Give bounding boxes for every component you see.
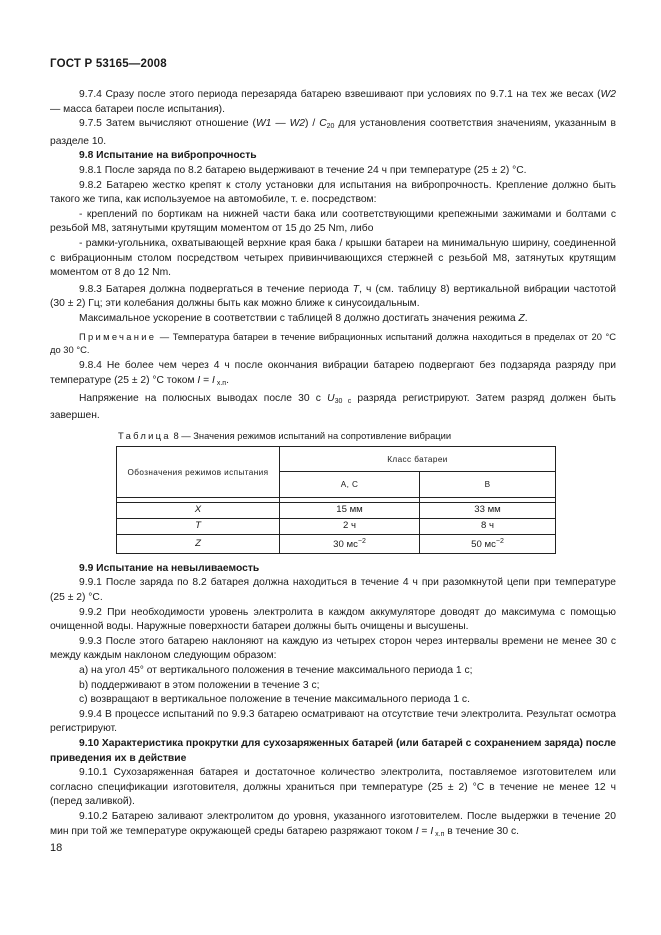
paragraph-9-10-1: 9.10.1 Сухозаряженная батарея и достаточное количество электролита, поставляемое изготовителем или согласно спецификации изготовителя, должны храниться при температуре (25 ± 2) °С в течение не менее 12 ч (перед заливкой).	[50, 767, 616, 808]
paragraph-9-10-2: 9.10.2 Батарею заливают электролитом до уровня, указанного изготовителем. После выдержки в течение 20 мин при той же температуре окружающей среды батарею разряжают током I = I $_{x.п}$ в течение 30 с.	[50, 810, 616, 838]
paragraph-9-9-2: 9.9.2 При необходимости уровень электролита в каждом аккумуляторе доводят до максимума с помощью очищенной воды. Наружные поверхности батареи должны быть очищены и высушены.	[50, 606, 616, 633]
paragraph-9-9-4: 9.9.4 В процессе испытаний по 9.9.3 батарею осматривают на отсутствие течи электролита. Результат осмотра регистрируют.	[50, 708, 616, 735]
list-item: b) поддерживают в этом положении в течение 3 с;	[79, 679, 320, 691]
paragraph-9-8-3: 9.8.3 Батарея должна подвергаться в течение периода Т, ч (см. таблицу 8) вертикальной вибрации частотой (30 ± 2) Гц; эти колебания должны быть как можно ближе к синусоидальным.	[50, 283, 616, 310]
paragraph-9-9-1: 9.9.1 После заряда по 8.2 батарея должна находиться в течение 4 ч при разомкнутой цепи при температуре (25 ± 2) °С.	[50, 577, 616, 604]
paragraph-9-7-5: 9.7.5 Затем вычисляют отношение (W1 — $W2) / C_{20}$ для установления соответствия значениям, указанным в разделе 10.	[50, 118, 616, 147]
table-caption: Таблица 8 — Значения режимов испытаний на сопротивление вибрации	[118, 429, 452, 441]
table-header-mode: Обозначения режимов испытания	[117, 447, 280, 498]
table-row: X 15 мм 33 мм	[117, 503, 556, 519]
list-item: - креплений по бортикам на нижней части бака или соответствующими крепежными зажимами и болтами с резьбой М8, затянутыми крутящим моментом от 15 до 25 Nm, либо	[50, 208, 616, 235]
vibration-table	[116, 446, 556, 554]
section-heading-9-10: 9.10 Характеристика прокрутки для сухозаряженных батарей (или батарей с сохранением заряда) после приведения их в действие	[50, 738, 616, 764]
paragraph-9-8-2: 9.8.2 Батарею жестко крепят к столу установки для испытания на вибропрочность. Крепление должно быть такого же типа, как используемое на автомобиле, т. е. посредством:	[50, 179, 616, 206]
section-heading-9-8: 9.8 Испытание на вибропрочность	[79, 150, 257, 162]
table-header-b: В	[420, 472, 556, 498]
paragraph-9-8-1: 9.8.1 После заряда по 8.2 батарею выдерживают в течение 24 ч при температуре (25 ± 2) °С.	[79, 164, 527, 176]
page-number: 18	[50, 842, 63, 854]
table-row: Z 30 $мс^{-2}$ 50 $мс^{-2}$	[117, 535, 556, 554]
document-body	[50, 88, 616, 842]
table-row: T 2 ч 8 ч	[117, 519, 556, 535]
document-header: ГОСТ Р 53165—2008	[50, 58, 167, 70]
note: Примечание — Температура батареи в течение вибрационных испытаний должна находиться в пределах от 20 °С до 30 °С.	[50, 330, 616, 355]
list-item: а) на угол 45° от вертикального положения в течение максимального периода 1 с;	[79, 665, 473, 677]
list-item: с) возвращают в вертикальное положение в течение максимального периода 1 с.	[79, 694, 470, 706]
table-header-class: Класс батареи	[280, 447, 556, 472]
table-header-ac: А, С	[280, 472, 420, 498]
paragraph-9-7-4: 9.7.4 Сразу после этого периода перезаряда батарею взвешивают при условиях по 9.7.1 на тех же весах (W2 — масса батареи после испытания).	[50, 89, 616, 115]
paragraph-9-8-4: 9.8.4 Не более чем через 4 ч после окончания вибрации батарею подвергают без подзаряда разряду при температуре (25 ± 2) °С током I = I $_{x.п}$.	[50, 360, 616, 387]
list-item: - рамки-угольника, охватывающей верхние края бака / крышки батареи на минимальную ширину, соединенной с вибрационным столом посредством четырех привинчивающихся стержней с резьбой М8, затянутых крутящим моментом от 8 до 12 Nm.	[50, 237, 616, 279]
paragraph-9-8-4-cont: Напряжение на полюсных выводах после 30 с $U_{30 с}$ разряда регистрируют. Затем разряд должен быть завершен.	[50, 392, 617, 422]
paragraph-9-8-3-cont: Максимальное ускорение в соответствии с таблицей 8 должно достигать значения режима Z.	[79, 312, 528, 324]
section-heading-9-9: 9.9 Испытание на невыливаемость	[79, 562, 260, 574]
paragraph-9-9-3: 9.9.3 После этого батарею наклоняют на каждую из четырех сторон через интервалы времени не менее 30 с между каждым наклоном следующим образом:	[50, 635, 616, 662]
